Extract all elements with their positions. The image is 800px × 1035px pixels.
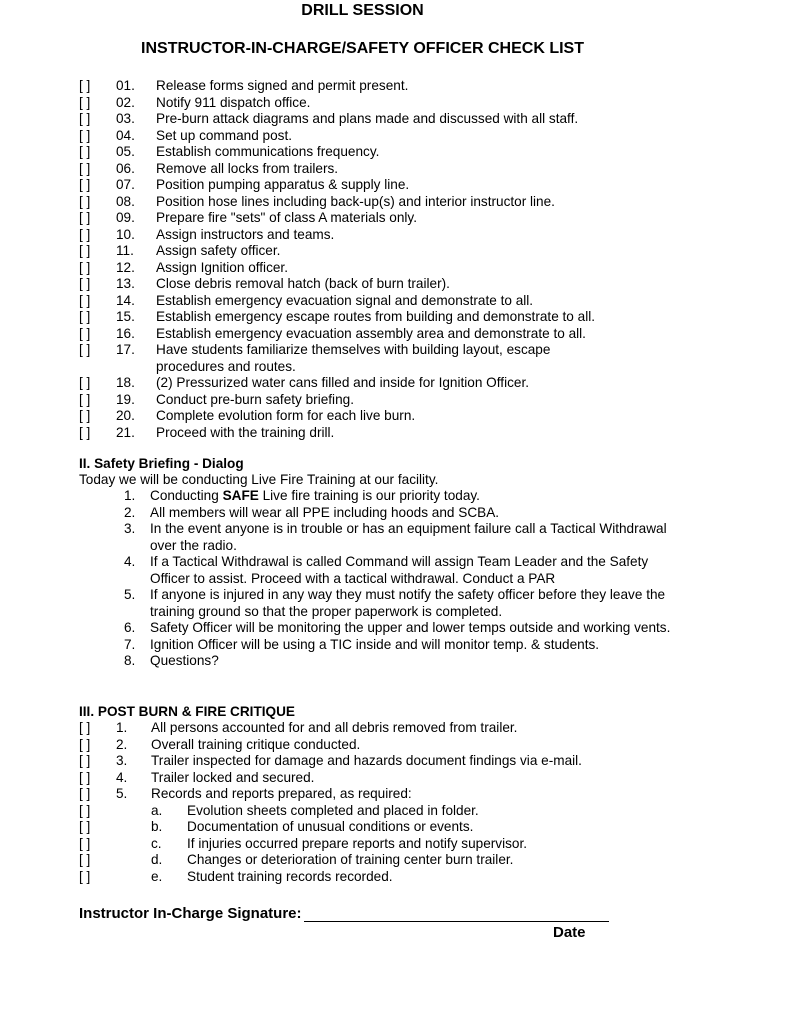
item-text: Position hose lines including back-up(s) and interior instructor line.: [156, 193, 555, 209]
sub-item-letter: e.: [151, 868, 163, 884]
checkbox[interactable]: [ ]: [79, 177, 91, 192]
sub-item-letter: b.: [151, 819, 163, 834]
item-number: 05.: [116, 144, 135, 159]
item-number: 3.: [116, 753, 128, 768]
checklist-row: [79, 227, 759, 244]
item-number: 20.: [116, 408, 135, 423]
sub-item-text: Documentation of unusual conditions or events.: [187, 819, 474, 834]
checkbox[interactable]: [ ]: [79, 144, 91, 159]
item-text: Establish communications frequency.: [156, 144, 380, 159]
item-number: 4.: [116, 769, 128, 785]
checklist-row: [79, 144, 759, 161]
briefing-text: In the event anyone is in trouble or has an equipment failure call a Tactical Withdrawal over the radio.: [150, 521, 667, 553]
checkbox[interactable]: [ ]: [79, 736, 91, 752]
checkbox[interactable]: [ ]: [79, 408, 91, 423]
checklist-row: [79, 392, 759, 409]
briefing-number: 5.: [124, 587, 136, 602]
checkbox[interactable]: [ ]: [79, 210, 91, 225]
sub-item-text: Changes or deterioration of training center burn trailer.: [187, 852, 514, 867]
sub-item-letter: c.: [151, 835, 162, 851]
critique-row: [79, 770, 759, 787]
checkbox[interactable]: [ ]: [79, 111, 91, 126]
checklist-row: [79, 111, 759, 128]
checklist-row: [79, 375, 759, 392]
item-number: 02.: [116, 94, 135, 110]
item-text: Remove all locks from trailers.: [156, 160, 339, 176]
item-number: 10.: [116, 226, 135, 242]
item-number: 03.: [116, 111, 135, 126]
briefing-number: 4.: [124, 554, 136, 569]
item-number: 08.: [116, 193, 135, 209]
item-text: Records and reports prepared, as required:: [151, 786, 412, 801]
item-number: 11.: [116, 243, 134, 258]
checkbox[interactable]: [ ]: [79, 769, 91, 785]
item-number: 16.: [116, 325, 135, 341]
critique-list: [79, 720, 759, 885]
briefing-number: 1.: [124, 488, 136, 503]
checkbox[interactable]: [ ]: [79, 819, 91, 834]
checklist-row-continuation: [79, 359, 759, 376]
checklist-row: [79, 78, 759, 95]
briefing-number: 6.: [124, 620, 136, 635]
item-text: Position pumping apparatus & supply line.: [156, 177, 410, 192]
signature-line[interactable]: [304, 906, 609, 922]
briefing-item: [124, 620, 684, 637]
checkbox[interactable]: [ ]: [79, 259, 91, 275]
briefing-text: All members will wear all PPE including hoods and SCBA.: [150, 504, 500, 520]
checkbox[interactable]: [ ]: [79, 424, 91, 440]
item-text: All persons accounted for and all debris removed from trailer.: [151, 720, 518, 735]
critique-row: [79, 720, 759, 737]
item-text: Release forms signed and permit present.: [156, 78, 409, 93]
item-number: 21.: [116, 424, 135, 440]
briefing-number: 2.: [124, 504, 136, 520]
item-text: Have students familiarize themselves with building layout, escape: [156, 342, 551, 357]
item-number: 17.: [116, 342, 135, 357]
checkbox[interactable]: [ ]: [79, 276, 91, 291]
briefing-text: Ignition Officer will be using a TIC inside and will monitor temp. & students.: [150, 636, 600, 652]
checklist-row: [79, 309, 759, 326]
item-text: Trailer inspected for damage and hazards document findings via e-mail.: [151, 753, 582, 768]
item-text: Notify 911 dispatch office.: [156, 94, 311, 110]
checkbox[interactable]: [ ]: [79, 391, 91, 407]
item-text: Conduct pre-burn safety briefing.: [156, 391, 354, 407]
briefing-item: [124, 505, 684, 522]
checkbox[interactable]: [ ]: [79, 753, 91, 768]
briefing-item: [124, 554, 684, 587]
checklist: [79, 78, 759, 441]
checkbox[interactable]: [ ]: [79, 868, 91, 884]
item-text: Pre-burn attack diagrams and plans made and discussed with all staff.: [156, 111, 579, 126]
item-text: Complete evolution form for each live burn.: [156, 408, 416, 423]
safety-briefing-list: [124, 488, 684, 670]
section-2-intro: Today we will be conducting Live Fire Training at our facility.: [79, 472, 439, 487]
item-number: 01.: [116, 78, 135, 93]
item-text-continuation: procedures and routes.: [156, 358, 296, 374]
item-number: 09.: [116, 210, 135, 225]
item-text: Proceed with the training drill.: [156, 424, 335, 440]
checkbox[interactable]: [ ]: [79, 78, 91, 93]
critique-row: [79, 737, 759, 754]
item-text: Assign safety officer.: [156, 243, 281, 258]
briefing-number: 8.: [124, 653, 136, 668]
checklist-row: [79, 342, 759, 359]
item-number: 15.: [116, 309, 135, 324]
checkbox[interactable]: [ ]: [79, 160, 91, 176]
briefing-text: If a Tactical Withdrawal is called Command will assign Team Leader and the Safety Officer to assist. Proceed with a tactical withdrawal. Conduct a PAR: [150, 554, 649, 586]
checkbox[interactable]: [ ]: [79, 802, 91, 818]
item-number: 19.: [116, 391, 135, 407]
checkbox[interactable]: [ ]: [79, 835, 91, 851]
checklist-row: [79, 260, 759, 277]
checkbox[interactable]: [ ]: [79, 852, 91, 867]
item-number: 06.: [116, 160, 135, 176]
section-2-heading: II. Safety Briefing - Dialog: [79, 456, 244, 471]
item-number: 13.: [116, 276, 135, 291]
item-text: Trailer locked and secured.: [151, 769, 315, 785]
checklist-row: [79, 293, 759, 310]
checklist-row: [79, 243, 759, 260]
item-text: Establish emergency evacuation assembly area and demonstrate to all.: [156, 325, 586, 341]
checkbox[interactable]: [ ]: [79, 786, 91, 801]
item-number: 12.: [116, 259, 135, 275]
critique-row: [79, 753, 759, 770]
document-subtitle: INSTRUCTOR-IN-CHARGE/SAFETY OFFICER CHECK LIST: [141, 40, 584, 57]
sub-item-letter: a.: [151, 802, 163, 818]
item-text: Overall training critique conducted.: [151, 736, 361, 752]
checkbox[interactable]: [ ]: [79, 325, 91, 341]
critique-subrow: [79, 836, 759, 853]
item-number: 18.: [116, 375, 135, 390]
checklist-row: [79, 210, 759, 227]
checkbox[interactable]: [ ]: [79, 342, 91, 357]
critique-subrow: [79, 803, 759, 820]
checklist-row: [79, 194, 759, 211]
sub-item-text: Student training records recorded.: [187, 868, 393, 884]
item-number: 5.: [116, 786, 128, 801]
briefing-item: [124, 587, 684, 620]
checkbox[interactable]: [ ]: [79, 94, 91, 110]
checkbox[interactable]: [ ]: [79, 309, 91, 324]
checklist-row: [79, 177, 759, 194]
briefing-item: [124, 488, 684, 505]
item-number: 1.: [116, 720, 128, 735]
checklist-row: [79, 326, 759, 343]
checkbox[interactable]: [ ]: [79, 226, 91, 242]
checklist-row: [79, 408, 759, 425]
briefing-emphasis: SAFE: [222, 488, 259, 503]
checkbox[interactable]: [ ]: [79, 243, 91, 258]
item-text: Establish emergency evacuation signal and demonstrate to all.: [156, 292, 534, 308]
item-number: 07.: [116, 177, 135, 192]
briefing-item: [124, 653, 684, 670]
checklist-row: [79, 161, 759, 178]
briefing-text: Live fire training is our priority today.: [258, 488, 480, 503]
item-text: Prepare fire "sets" of class A materials only.: [156, 210, 417, 225]
signature-block: [79, 905, 609, 922]
signature-label: Instructor In-Charge Signature:: [79, 905, 302, 922]
checkbox[interactable]: [ ]: [79, 127, 91, 143]
checklist-row: [79, 128, 759, 145]
date-label: Date: [553, 924, 586, 941]
item-text: Establish emergency escape routes from building and demonstrate to all.: [156, 309, 596, 324]
checkbox[interactable]: [ ]: [79, 375, 91, 390]
sub-item-letter: d.: [151, 852, 163, 867]
sub-item-text: If injuries occurred prepare reports and notify supervisor.: [187, 835, 528, 851]
briefing-text: Questions?: [150, 653, 219, 668]
sub-item-text: Evolution sheets completed and placed in folder.: [187, 802, 479, 818]
critique-subrow: [79, 869, 759, 886]
item-text: (2) Pressurized water cans filled and inside for Ignition Officer.: [156, 375, 529, 390]
item-text: Assign Ignition officer.: [156, 259, 288, 275]
item-text: Set up command post.: [156, 127, 293, 143]
briefing-number: 3.: [124, 521, 136, 536]
briefing-text: Safety Officer will be monitoring the upper and lower temps outside and working vents.: [150, 620, 671, 635]
briefing-text: If anyone is injured in any way they must notify the safety officer before they leave the training ground so that the proper paperwork is completed.: [150, 587, 666, 619]
item-text: Close debris removal hatch (back of burn trailer).: [156, 276, 450, 291]
item-number: 2.: [116, 736, 128, 752]
item-number: 04.: [116, 127, 135, 143]
checklist-row: [79, 276, 759, 293]
item-text: Assign instructors and teams.: [156, 226, 335, 242]
checkbox[interactable]: [ ]: [79, 720, 91, 735]
briefing-text: Conducting: [150, 488, 223, 503]
checklist-row: [79, 95, 759, 112]
checkbox[interactable]: [ ]: [79, 292, 91, 308]
briefing-number: 7.: [124, 636, 136, 652]
document-title: DRILL SESSION: [301, 2, 424, 19]
checklist-row: [79, 425, 759, 442]
critique-subrow: [79, 819, 759, 836]
checkbox[interactable]: [ ]: [79, 193, 91, 209]
critique-subrow: [79, 852, 759, 869]
briefing-item: [124, 521, 684, 554]
critique-row: [79, 786, 759, 803]
briefing-item: [124, 637, 684, 654]
section-3-heading: III. POST BURN & FIRE CRITIQUE: [79, 704, 295, 719]
item-number: 14.: [116, 292, 135, 308]
